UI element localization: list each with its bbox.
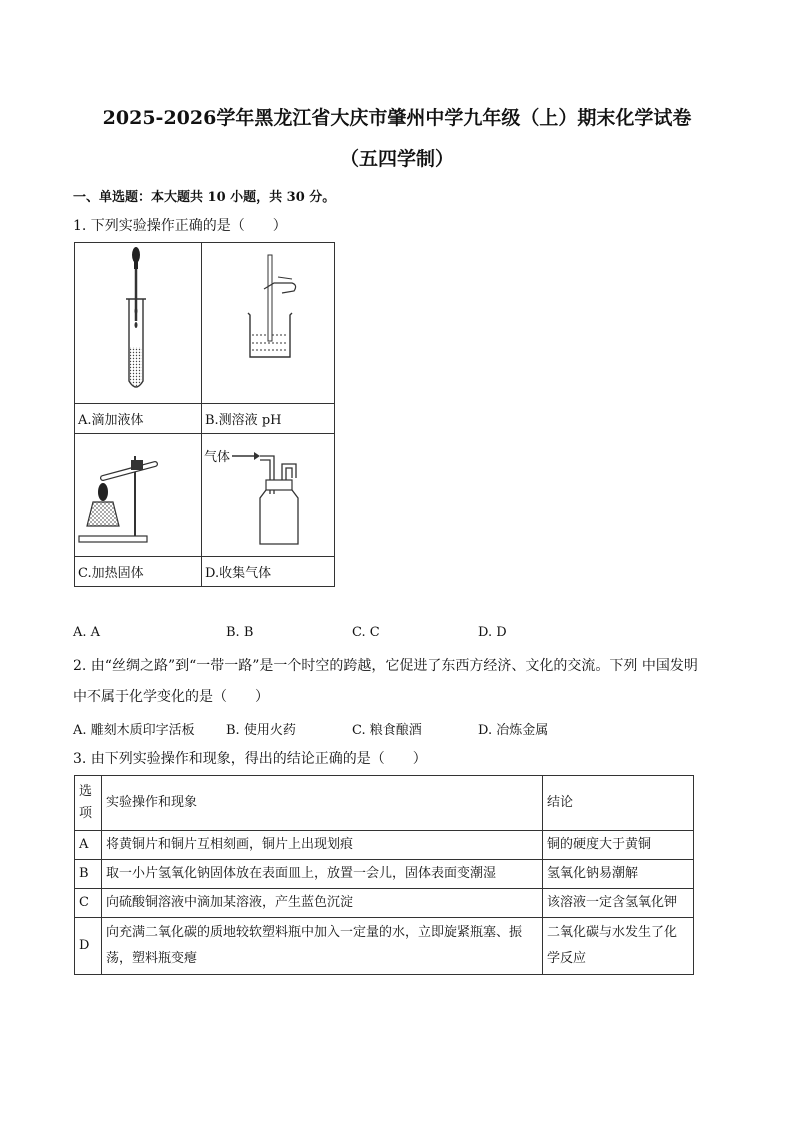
q1-option-c[interactable]: C. C xyxy=(352,625,380,640)
table-row xyxy=(75,831,694,860)
row-option: D xyxy=(75,918,102,975)
exam-subtitle: （五四学制） xyxy=(339,148,454,170)
table-header-row xyxy=(75,776,694,831)
q2-option-d[interactable]: D. 冶炼金属 xyxy=(478,723,549,738)
table-row xyxy=(75,860,694,889)
row-conclusion: 该溶液一定含氢氧化钾 xyxy=(542,889,693,918)
row-operation: 将黄铜片和铜片互相刻画，铜片上出现划痕 xyxy=(101,831,542,860)
q1-option-b[interactable]: B. B xyxy=(226,625,254,640)
table-row xyxy=(75,918,694,975)
header-conclusion: 结论 xyxy=(542,776,693,831)
table-row xyxy=(75,889,694,918)
heating-solid-figure xyxy=(75,434,201,556)
gas-bottle-figure xyxy=(202,434,334,556)
q1-figure-table xyxy=(74,242,335,587)
row-option: C xyxy=(75,889,102,918)
q3-table xyxy=(74,775,694,975)
header-operation: 实验操作和现象 xyxy=(101,776,542,831)
caption-a: A.滴加液体 xyxy=(75,404,202,434)
row-conclusion: 二氧化碳与水发生了化学反应 xyxy=(542,918,693,975)
section-heading: 一、单选题：本大题共 10 小题，共 30 分。 xyxy=(73,190,336,205)
q2-stem-line1: 2. 由“丝绸之路”到“一带一路”是一个时空的跨越，它促进了东西方经济、文化的交流。下列 中国发明 xyxy=(73,658,698,674)
q1-stem: 1. 下列实验操作正确的是（ ） xyxy=(73,218,287,234)
figure-c-heating xyxy=(75,434,202,557)
row-option: B xyxy=(75,860,102,889)
row-operation: 取一小片氢氧化钠固体放在表面皿上，放置一会儿，固体表面变潮湿 xyxy=(101,860,542,889)
row-conclusion: 铜的硬度大于黄铜 xyxy=(542,831,693,860)
row-operation: 向充满二氧化碳的质地较软塑料瓶中加入一定量的水，立即旋紧瓶塞、振荡，塑料瓶变瘪 xyxy=(101,918,542,975)
figure-b-ph xyxy=(202,243,335,404)
figure-a-dropper xyxy=(75,243,202,404)
gas-label: 气体 xyxy=(204,450,231,465)
caption-b: B.测溶液 pH xyxy=(202,404,335,434)
header-option: 选项 xyxy=(75,776,102,831)
row-operation: 向硫酸铜溶液中滴加某溶液，产生蓝色沉淀 xyxy=(101,889,542,918)
q2-option-a[interactable]: A. 雕刻木质印字活板 xyxy=(73,723,195,738)
ph-beaker-figure xyxy=(202,243,334,403)
q1-option-a[interactable]: A. A xyxy=(73,625,101,640)
q2-option-b[interactable]: B. 使用火药 xyxy=(226,723,296,738)
dropper-test-tube-figure xyxy=(75,243,201,403)
q2-stem-line2: 中不属于化学变化的是（ ） xyxy=(73,689,269,705)
q1-option-d[interactable]: D. D xyxy=(478,625,507,640)
row-conclusion: 氢氧化钠易潮解 xyxy=(542,860,693,889)
q2-option-c[interactable]: C. 粮食酿酒 xyxy=(352,723,422,738)
row-option: A xyxy=(75,831,102,860)
caption-c: C.加热固体 xyxy=(75,557,202,587)
exam-title: 2025-2026学年黑龙江省大庆市肇州中学九年级（上）期末化学试卷 xyxy=(102,107,692,129)
figure-d-gas xyxy=(202,434,335,557)
caption-d: D.收集气体 xyxy=(202,557,335,587)
q3-stem: 3. 由下列实验操作和现象，得出的结论正确的是（ ） xyxy=(73,751,427,767)
